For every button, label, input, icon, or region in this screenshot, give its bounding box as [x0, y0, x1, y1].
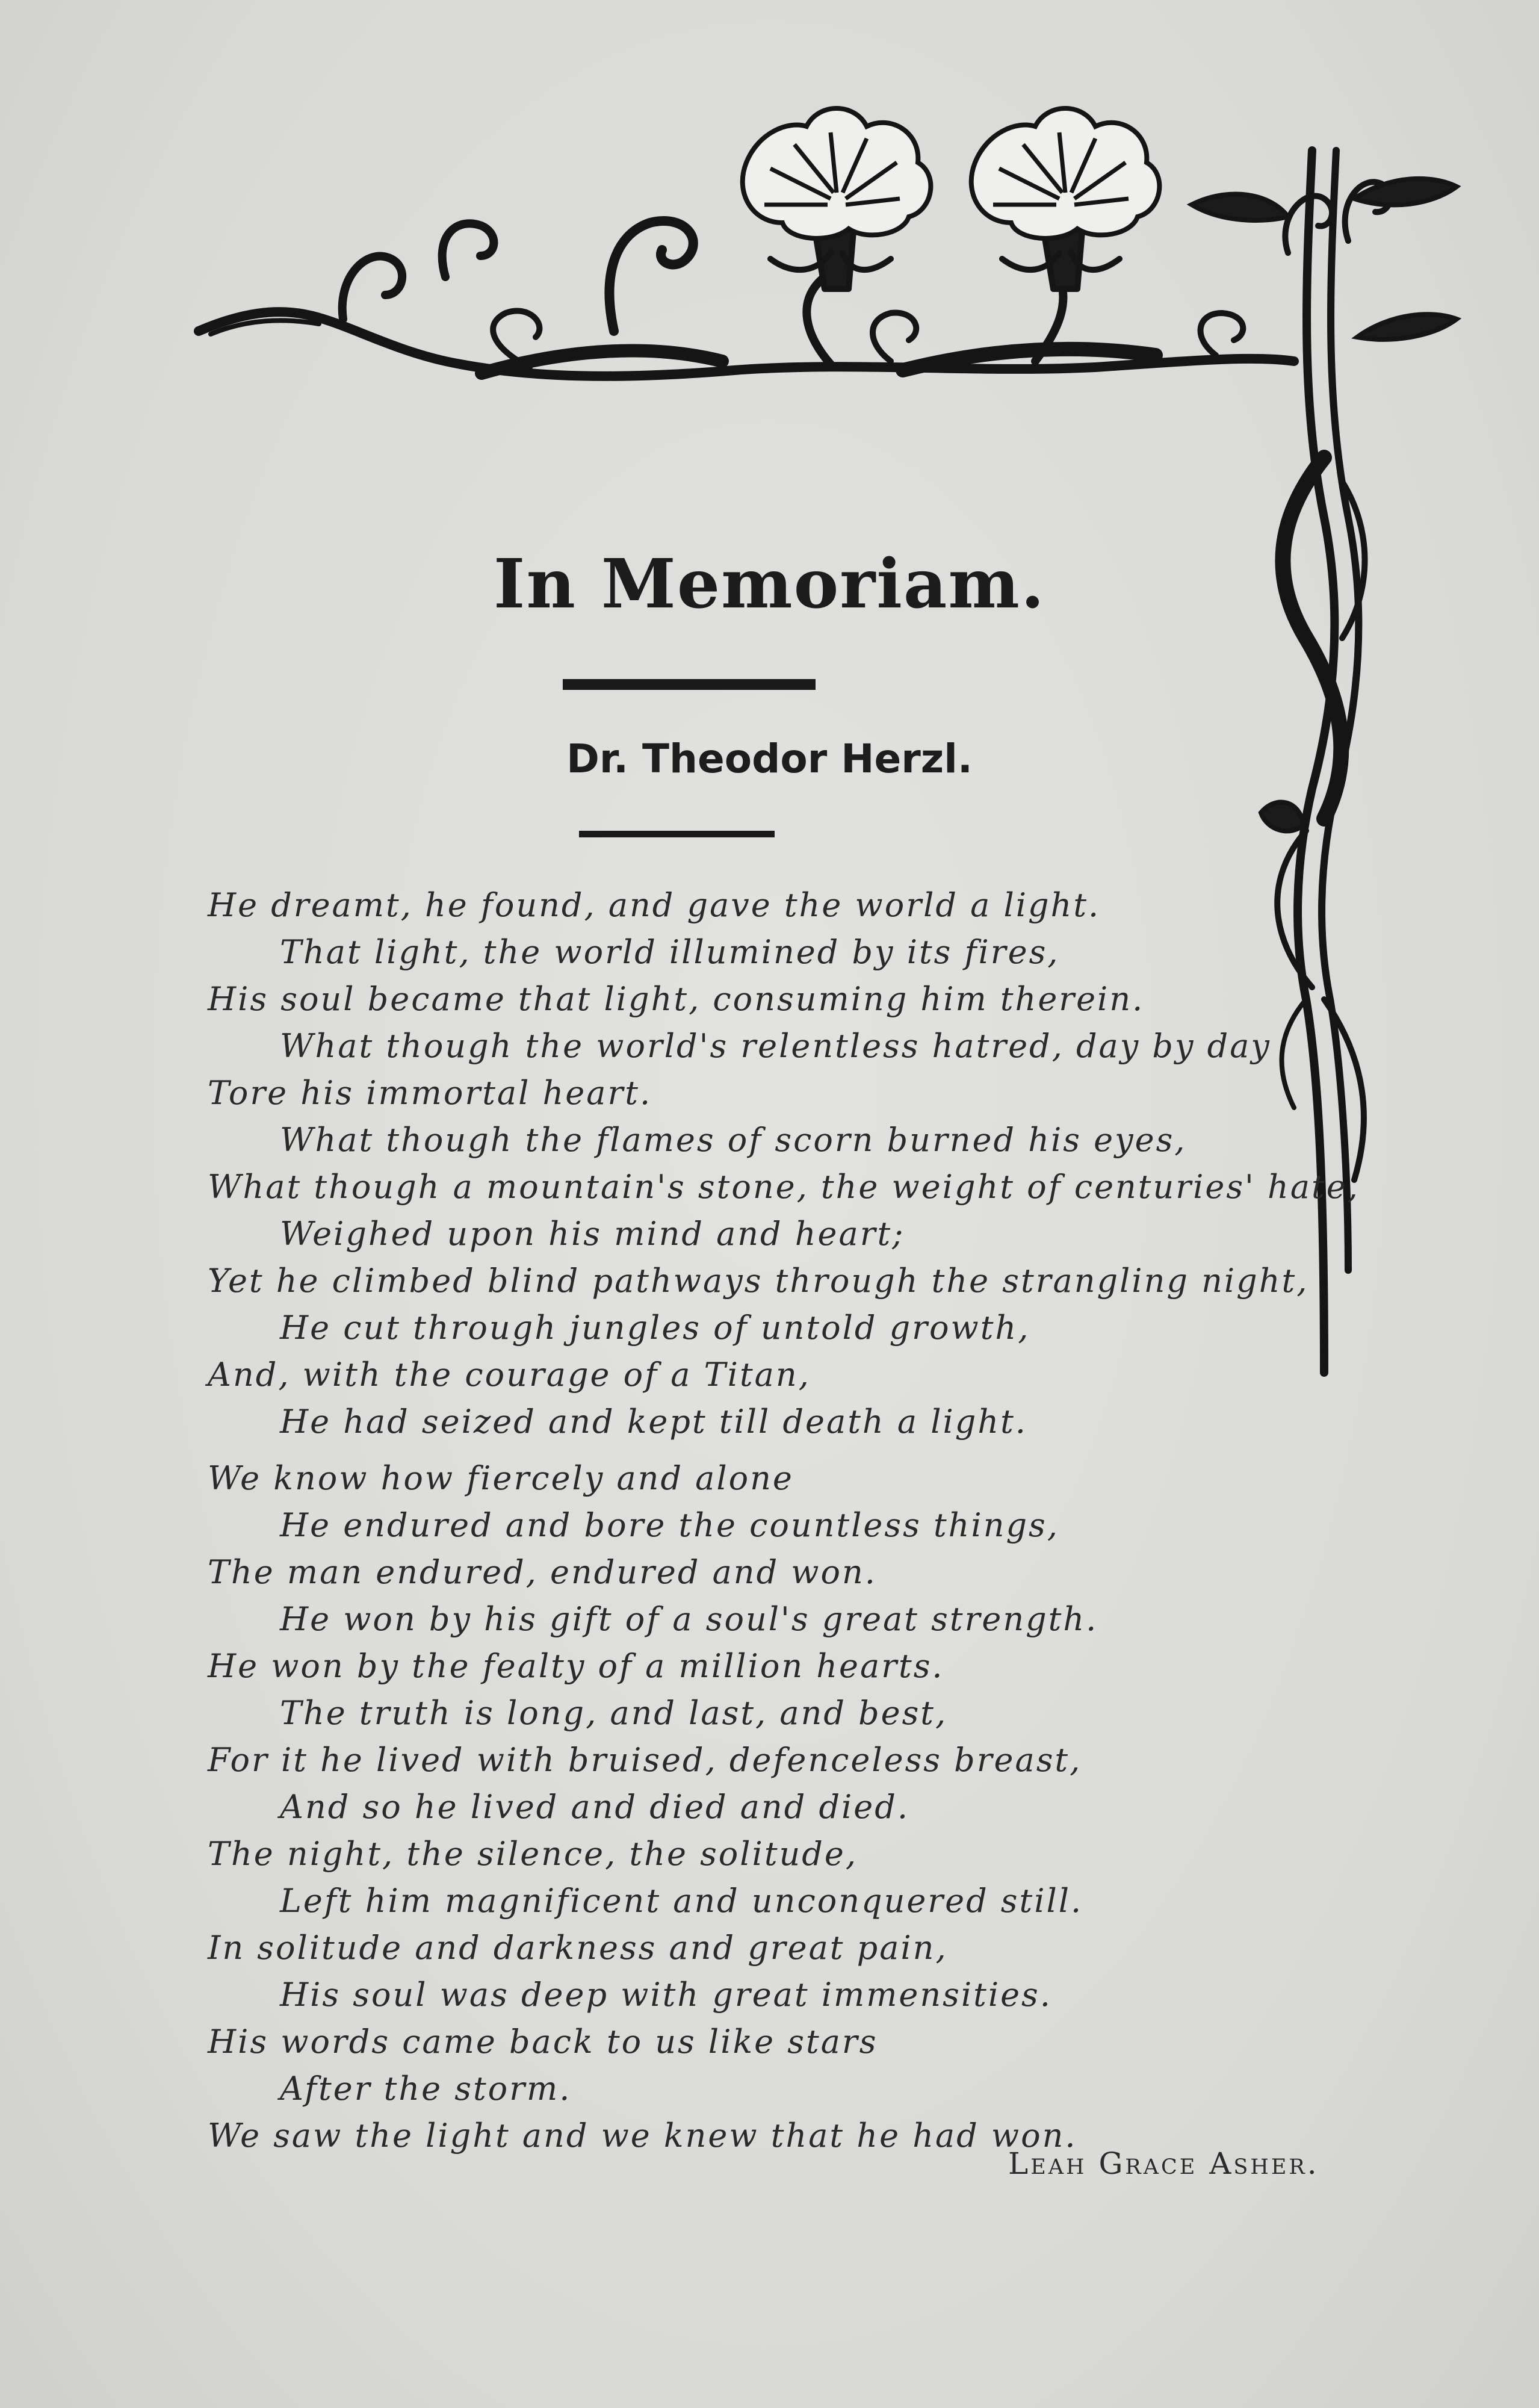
- title-divider: [563, 679, 816, 690]
- poem-line: In solitude and darkness and great pain,: [208, 1929, 948, 1967]
- poem-line: And so he lived and died and died.: [280, 1788, 909, 1826]
- poem-line: Left him magnificent and unconquered still.: [280, 1882, 1083, 1920]
- author-signature: Leah Grace Asher.: [1008, 2146, 1319, 2181]
- poem-line: That light, the world illumined by its fires,: [280, 933, 1060, 971]
- carnation-flower-icon: [743, 108, 931, 238]
- poem-line: He won by his gift of a soul's great strength.: [280, 1600, 1098, 1638]
- page-title: In Memoriam.: [494, 545, 1045, 624]
- poem-line: The truth is long, and last, and best,: [280, 1694, 948, 1732]
- poem-line: What though the flames of scorn burned his eyes,: [280, 1121, 1187, 1159]
- poem-line: The night, the silence, the solitude,: [208, 1835, 858, 1873]
- poem-line: He dreamt, he found, and gave the world a light.: [208, 886, 1101, 924]
- poem-line: He endured and bore the countless things,: [280, 1506, 1059, 1544]
- poem-line: We saw the light and we knew that he had won.: [208, 2117, 1077, 2155]
- poem-line: He won by the fealty of a million hearts.: [208, 1647, 944, 1685]
- poem-line: The man endured, endured and won.: [208, 1553, 877, 1591]
- poem-body: [208, 882, 1360, 2159]
- poem-line: His words came back to us like stars: [208, 2023, 878, 2061]
- poem-line: Yet he climbed blind pathways through the strangling night,: [208, 1262, 1309, 1300]
- poem-line: He had seized and kept till death a light.: [280, 1403, 1027, 1441]
- poem-line: What though a mountain's stone, the weight of centuries' hate,: [208, 1168, 1360, 1206]
- poem-line: His soul became that light, consuming him therein.: [208, 980, 1145, 1018]
- poem-line: After the storm.: [280, 2070, 572, 2108]
- poem-line: What though the world's relentless hatred, day by day: [280, 1027, 1271, 1065]
- poem-line: He cut through jungles of untold growth,: [280, 1309, 1030, 1347]
- dedication-subtitle: Dr. Theodor Herzl.: [566, 736, 973, 782]
- subtitle-divider: [579, 831, 775, 837]
- poem-line: For it he lived with bruised, defenceless breast,: [208, 1741, 1082, 1779]
- poem-line: And, with the courage of a Titan,: [208, 1356, 811, 1394]
- poem-line: His soul was deep with great immensities.: [280, 1976, 1052, 2014]
- poem-line: Tore his immortal heart.: [208, 1074, 652, 1112]
- poem-line: Weighed upon his mind and heart;: [280, 1215, 905, 1253]
- poem-line: We know how fiercely and alone: [208, 1459, 794, 1497]
